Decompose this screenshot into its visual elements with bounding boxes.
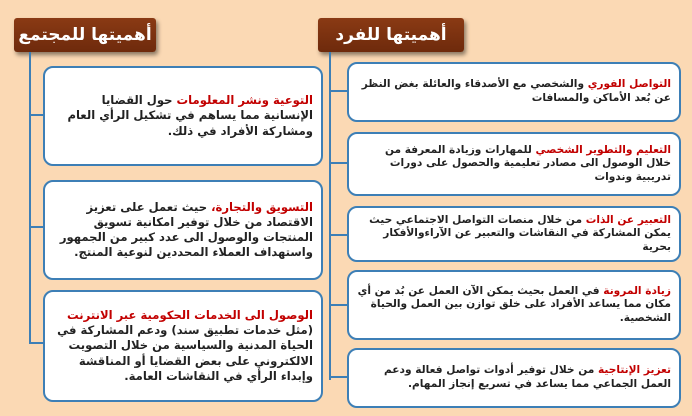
item-text: والشخصي مع الأصدقاء والعائلة بغض النظر عن بُعد الأماكن والمسافات [361,78,671,104]
individual-item-flexibility [347,270,681,340]
individual-item-productivity [347,348,681,408]
item-keyword: التسويق والتجارة، [211,199,313,214]
individual-connector-vertical [329,52,331,380]
individual-item-instant-communication [347,62,681,122]
individual-connector-branch-4 [329,304,347,306]
item-keyword: التعليم والتطوير الشخصي [535,143,671,156]
individual-item-education [347,132,681,196]
individual-item-self-expression [347,206,681,262]
society-item-government-services [43,290,323,402]
item-keyword: زيادة المرونة [603,284,671,297]
society-connector-branch-2 [29,226,43,228]
society-connector-branch-3 [29,342,43,344]
item-text: حول القضايا الإنسانية مما يساهم في تشكيل الرأي العام ومشاركة الأفراد في ذلك. [67,93,313,138]
individual-connector-branch-2 [329,162,347,164]
society-importance-header: أهميتها للمجتمع [14,18,156,52]
individual-importance-header: أهميتها للفرد [318,18,464,52]
society-item-awareness [43,66,323,166]
item-text: حيث تعمل على تعزيز الاقتصاد من خلال توفير امكانية تسويق المنتجات والوصول الى عدد كبير من الجمهور واستهداف العملاء المحددين لنوعية المنتج. [59,199,313,260]
item-keyword: تعزيز الإنتاجية [598,364,671,377]
society-connector-vertical [29,52,31,344]
item-keyword: التوعية ونشر المعلومات [176,93,313,108]
item-text: من خلال توفير أدوات تواصل فعالة ودعم العمل الجماعي مما يساعد في تسريع إنجاز المهام. [384,364,671,390]
item-text: من خلال منصات التواصل الاجتماعي حيث يمكن المشاركة في النقاشات والتعبير عن الآراءوالأفكار بحرية [369,213,671,253]
item-text: للمهارات وزيادة المعرفة من خلال الوصول الى مصادر تعليمية والحصول على دورات تدريبية وندوات [384,143,671,183]
item-text: في العمل بحيث يمكن الآن العمل عن بُد من أي مكان مما يساعد الأفراد على خلق توازن بين العمل والحياة الشخصية. [357,284,671,324]
individual-connector-branch-3 [329,234,347,236]
item-text: (مثل خدمات تطبيق سند) ودعم المشاركة في الحياة المدنية والسياسية من خلال التصويت الالكتروني على بعض القضايا أو المناقشة وإبداء الرأي في النقاشات العامة. [57,323,313,383]
item-keyword: التعبير عن الذات [585,213,671,226]
society-connector-branch-1 [29,114,43,116]
item-keyword: التواصل الفوري [587,78,671,91]
society-item-marketing [43,180,323,280]
individual-connector-branch-5 [329,376,347,378]
item-keyword: الوصول الى الخدمات الحكومية عبر الانترنت [67,308,313,323]
individual-connector-branch-1 [329,90,347,92]
